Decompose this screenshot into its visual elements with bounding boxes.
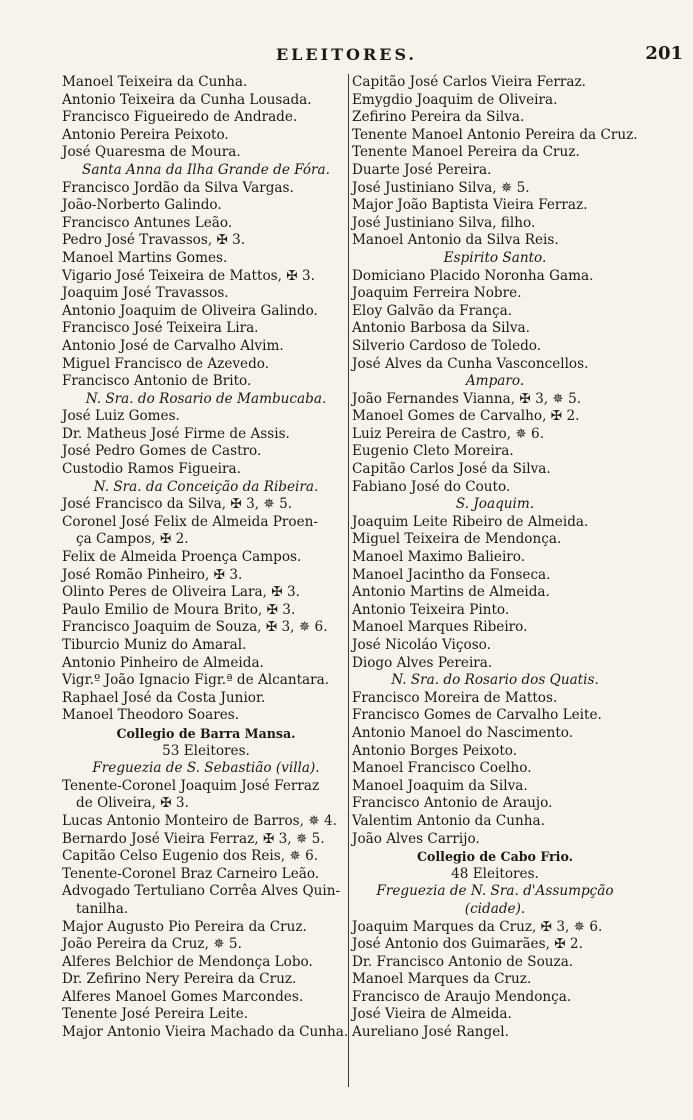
elector-entry: José Romão Pinheiro, ✠ 3. [62, 566, 243, 583]
elector-entry: Antonio Teixeira Pinto. [352, 601, 510, 618]
elector-entry: Joaquim José Travassos. [62, 285, 229, 302]
elector-entry: Antonio Manoel do Nascimento. [352, 724, 574, 741]
entry-continuation: tanilha. [76, 900, 129, 917]
elector-entry: Fabiano José do Couto. [352, 478, 511, 495]
elector-entry: Manoel Francisco Coelho. [352, 760, 532, 777]
elector-entry: Domiciano Placido Noronha Gama. [352, 267, 594, 284]
elector-count: 48 Eleitores. [451, 865, 539, 882]
column-divider [348, 74, 349, 1087]
elector-entry: Antonio Teixeira da Cunha Lousada. [62, 91, 312, 108]
elector-entry: Olinto Peres de Oliveira Lara, ✠ 3. [62, 584, 300, 601]
elector-entry: Vigario José Teixeira de Mattos, ✠ 3. [62, 267, 315, 284]
elector-entry: Manoel Antonio da Silva Reis. [352, 232, 559, 249]
elector-entry: Joaquim Marques da Cruz, ✠ 3, ✵ 6. [352, 918, 603, 935]
elector-entry: João Fernandes Vianna, ✠ 3, ✵ 5. [352, 390, 582, 407]
elector-entry: Antonio Pinheiro de Almeida. [62, 654, 264, 671]
elector-entry: Francisco Antonio de Araujo. [352, 795, 553, 812]
elector-entry: Raphael José da Costa Junior. [62, 689, 266, 706]
parish-heading: Freguezia de S. Sebastião (villa). [92, 760, 320, 777]
elector-entry: Manoel Theodoro Soares. [62, 707, 240, 724]
elector-entry: Capitão José Carlos Vieira Ferraz. [352, 74, 586, 90]
elector-entry: Francisco Moreira de Mattos. [352, 689, 558, 706]
elector-entry: Diogo Alves Pereira. [352, 654, 493, 671]
page-header [0, 43, 693, 69]
elector-entry: Antonio Borges Peixoto. [352, 742, 518, 759]
parish-heading: Espirito Santo. [443, 249, 547, 266]
elector-entry: Luiz Pereira de Castro, ✵ 6. [352, 425, 545, 442]
elector-entry: Dr. Francisco Antonio de Souza. [352, 953, 574, 970]
elector-entry: José Pedro Gomes de Castro. [62, 443, 262, 460]
college-heading: Collegio de Cabo Frio. [416, 849, 574, 865]
right-column [352, 74, 638, 1042]
elector-entry: Aureliano José Rangel. [352, 1024, 509, 1041]
college-heading: Collegio de Barra Mansa. [116, 725, 296, 741]
page-number: 201 [645, 43, 683, 64]
elector-entry: Francisco Gomes de Carvalho Leite. [352, 707, 602, 724]
elector-entry: José Quaresma de Moura. [62, 144, 241, 161]
elector-entry: Advogado Tertuliano Corrêa Alves Quin- [62, 883, 341, 900]
elector-entry: Emygdio Joaquim de Oliveira. [352, 91, 558, 108]
elector-entry: Antonio Martins de Almeida. [352, 584, 550, 601]
elector-entry: Felix de Almeida Proença Campos. [62, 549, 302, 566]
running-title: ELEITORES. [275, 45, 417, 64]
elector-entry: Eloy Galvão da França. [352, 302, 513, 319]
elector-entry: Duarte José Pereira. [352, 161, 492, 178]
elector-entry: Pedro José Travassos, ✠ 3. [62, 232, 246, 249]
elector-entry: José Luiz Gomes. [62, 408, 180, 425]
elector-entry: Lucas Antonio Monteiro de Barros, ✵ 4. [62, 812, 337, 829]
parish-heading: Freguezia de N. Sra. d'Assumpção [376, 883, 614, 900]
elector-count: 53 Eleitores. [162, 742, 250, 759]
elector-entry: Francisco de Araujo Mendonça. [352, 988, 572, 1005]
elector-entry: Joaquim Leite Ribeiro de Almeida. [352, 513, 589, 530]
elector-entry: Tenente-Coronel Braz Carneiro Leão. [62, 865, 320, 882]
elector-entry: Capitão Celso Eugenio dos Reis, ✵ 6. [62, 848, 319, 865]
elector-entry: Miguel Teixeira de Mendonça. [352, 531, 562, 548]
elector-entry: Bernardo José Vieira Ferraz, ✠ 3, ✵ 5. [62, 830, 325, 847]
elector-entry: Zefirino Pereira da Silva. [352, 109, 525, 126]
left-column [62, 74, 350, 1042]
elector-entry: Miguel Francisco de Azevedo. [62, 355, 270, 372]
elector-entry: Coronel José Felix de Almeida Proen- [62, 513, 318, 530]
elector-entry: Capitão Carlos José da Silva. [352, 461, 551, 478]
elector-entry: Francisco José Teixeira Lira. [62, 320, 259, 337]
elector-entry: João-Norberto Galindo. [62, 197, 222, 214]
elector-entry: Eugenio Cleto Moreira. [352, 443, 514, 460]
elector-entry: Francisco Figueiredo de Andrade. [62, 109, 298, 126]
elector-entry: José Alves da Cunha Vasconcellos. [352, 355, 589, 372]
elector-entry: Major João Baptista Vieira Ferraz. [352, 197, 588, 214]
elector-entry: Paulo Emilio de Moura Brito, ✠ 3. [62, 601, 296, 618]
elector-entry: Alferes Belchior de Mendonça Lobo. [62, 953, 313, 970]
elector-entry: Manoel Teixeira da Cunha. [62, 74, 248, 90]
parish-heading: Amparo. [465, 373, 525, 390]
elector-entry: Vigr.º João Ignacio Figr.ª de Alcantara. [62, 672, 330, 689]
elector-entry: Valentim Antonio da Cunha. [352, 812, 545, 829]
parish-heading: N. Sra. do Rosario dos Quatis. [391, 672, 599, 689]
elector-entry: João Pereira da Cruz, ✵ 5. [62, 936, 242, 953]
parish-heading: (cidade). [464, 900, 526, 917]
parish-heading: N. Sra. da Conceição da Ribeira. [93, 478, 319, 495]
elector-entry: Antonio Barbosa da Silva. [352, 320, 530, 337]
elector-entry: Alferes Manoel Gomes Marcondes. [62, 988, 304, 1005]
elector-entry: Major Augusto Pio Pereira da Cruz. [62, 918, 307, 935]
elector-entry: José Francisco da Silva, ✠ 3, ✵ 5. [62, 496, 293, 513]
elector-entry: Antonio Joaquim de Oliveira Galindo. [62, 302, 318, 319]
parish-heading: N. Sra. do Rosario de Mambucaba. [85, 390, 327, 407]
elector-entry: Manoel Martins Gomes. [62, 249, 228, 266]
elector-entry: José Antonio dos Guimarães, ✠ 2. [352, 936, 583, 953]
elector-entry: Tenente Manoel Antonio Pereira da Cruz. [352, 126, 638, 143]
elector-entry: Manoel Jacintho da Fonseca. [352, 566, 551, 583]
elector-entry: Antonio José de Carvalho Alvim. [62, 337, 284, 354]
elector-entry: Manoel Joaquim da Silva. [352, 777, 528, 794]
elector-entry: José Vieira de Almeida. [352, 1006, 512, 1023]
elector-entry: Dr. Zefirino Nery Pereira da Cruz. [62, 971, 297, 988]
elector-entry: José Justiniano Silva, ✵ 5. [352, 179, 530, 196]
elector-entry: Francisco Antunes Leão. [62, 214, 233, 231]
elector-entry: Joaquim Ferreira Nobre. [352, 285, 522, 302]
elector-entry: Manoel Maximo Balieiro. [352, 549, 526, 566]
elector-entry: Francisco Antonio de Brito. [62, 373, 252, 390]
elector-entry: Manoel Marques Ribeiro. [352, 619, 528, 636]
entry-continuation: de Oliveira, ✠ 3. [76, 795, 189, 812]
elector-entry: José Nicoláo Viçoso. [352, 637, 491, 653]
elector-entry: José Justiniano Silva, filho. [352, 214, 536, 231]
elector-entry: Francisco Jordão da Silva Vargas. [62, 179, 294, 196]
parish-heading: Santa Anna da Ilha Grande de Fóra. [82, 161, 330, 178]
elector-entry: Tenente-Coronel Joaquim José Ferraz [62, 777, 320, 794]
elector-entry: Tiburcio Muniz do Amaral. [62, 637, 247, 653]
elector-entry: Francisco Joaquim de Souza, ✠ 3, ✵ 6. [62, 619, 328, 636]
elector-entry: Manoel Marques da Cruz. [352, 971, 532, 988]
elector-entry: Tenente José Pereira Leite. [62, 1006, 249, 1023]
elector-entry: Manoel Gomes de Carvalho, ✠ 2. [352, 408, 580, 425]
elector-entry: Antonio Pereira Peixoto. [62, 126, 229, 143]
parish-heading: S. Joaquim. [455, 496, 535, 513]
elector-entry: Tenente Manoel Pereira da Cruz. [352, 144, 580, 161]
elector-entry: João Alves Carrijo. [352, 830, 480, 847]
elector-entry: Silverio Cardoso de Toledo. [352, 337, 542, 354]
elector-entry: Custodio Ramos Figueira. [62, 461, 241, 478]
elector-entry: Dr. Matheus José Firme de Assis. [62, 425, 290, 442]
entry-continuation: ça Campos, ✠ 2. [76, 531, 189, 548]
elector-entry: Major Antonio Vieira Machado da Cunha. [62, 1024, 349, 1041]
